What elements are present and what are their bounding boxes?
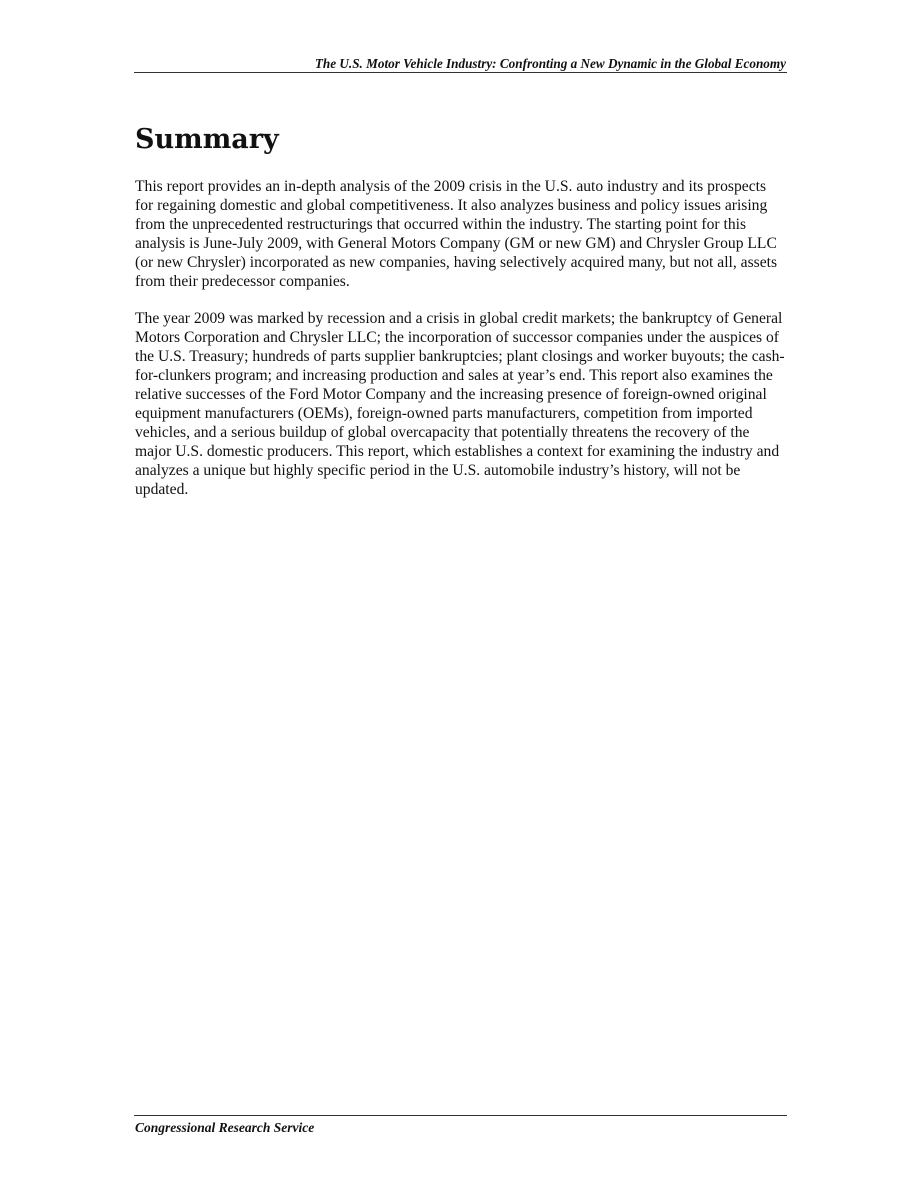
summary-paragraph-2: The year 2009 was marked by recession and a crisis in global credit markets; the bankruptcy of General Motors Corporation and Chrysler LLC; the incorporation of successor companies under the auspices of the U.S. Treasury; hundreds of parts supplier bankruptcies; plant closings and worker buyouts; the cash-for-clunkers program; and increasing production and sales at year’s end. This report also examines the relative successes of the Ford Motor Company and the increasing presence of foreign-owned original equipment manufacturers (OEMs), foreign-owned parts manufacturers, competition from imported vehicles, and a serious buildup of global overcapacity that potentially threatens the recovery of the major U.S. domestic producers. This report, which establishes a context for examining the industry and analyzes a unique but highly specific period in the U.S. automobile industry’s history, will not be updated. [135,310,785,498]
summary-paragraph-1: This report provides an in-depth analysis of the 2009 crisis in the U.S. auto industry and its prospects for regaining domestic and global competitiveness. It also analyzes business and policy issues arising from the unprecedented restructurings that occurred within the industry. The starting point for this analysis is June-July 2009, with General Motors Company (GM or new GM) and Chrysler Group LLC (or new Chrysler) incorporated as new companies, having selectively acquired many, but not all, assets from their predecessor companies. [135,178,778,290]
running-header: The U.S. Motor Vehicle Industry: Confronting a New Dynamic in the Global Economy [314,56,786,71]
footer-source: Congressional Research Service [135,1120,315,1135]
footer-divider [134,1115,787,1116]
header-divider [134,72,787,73]
page-title: Summary [135,124,279,155]
